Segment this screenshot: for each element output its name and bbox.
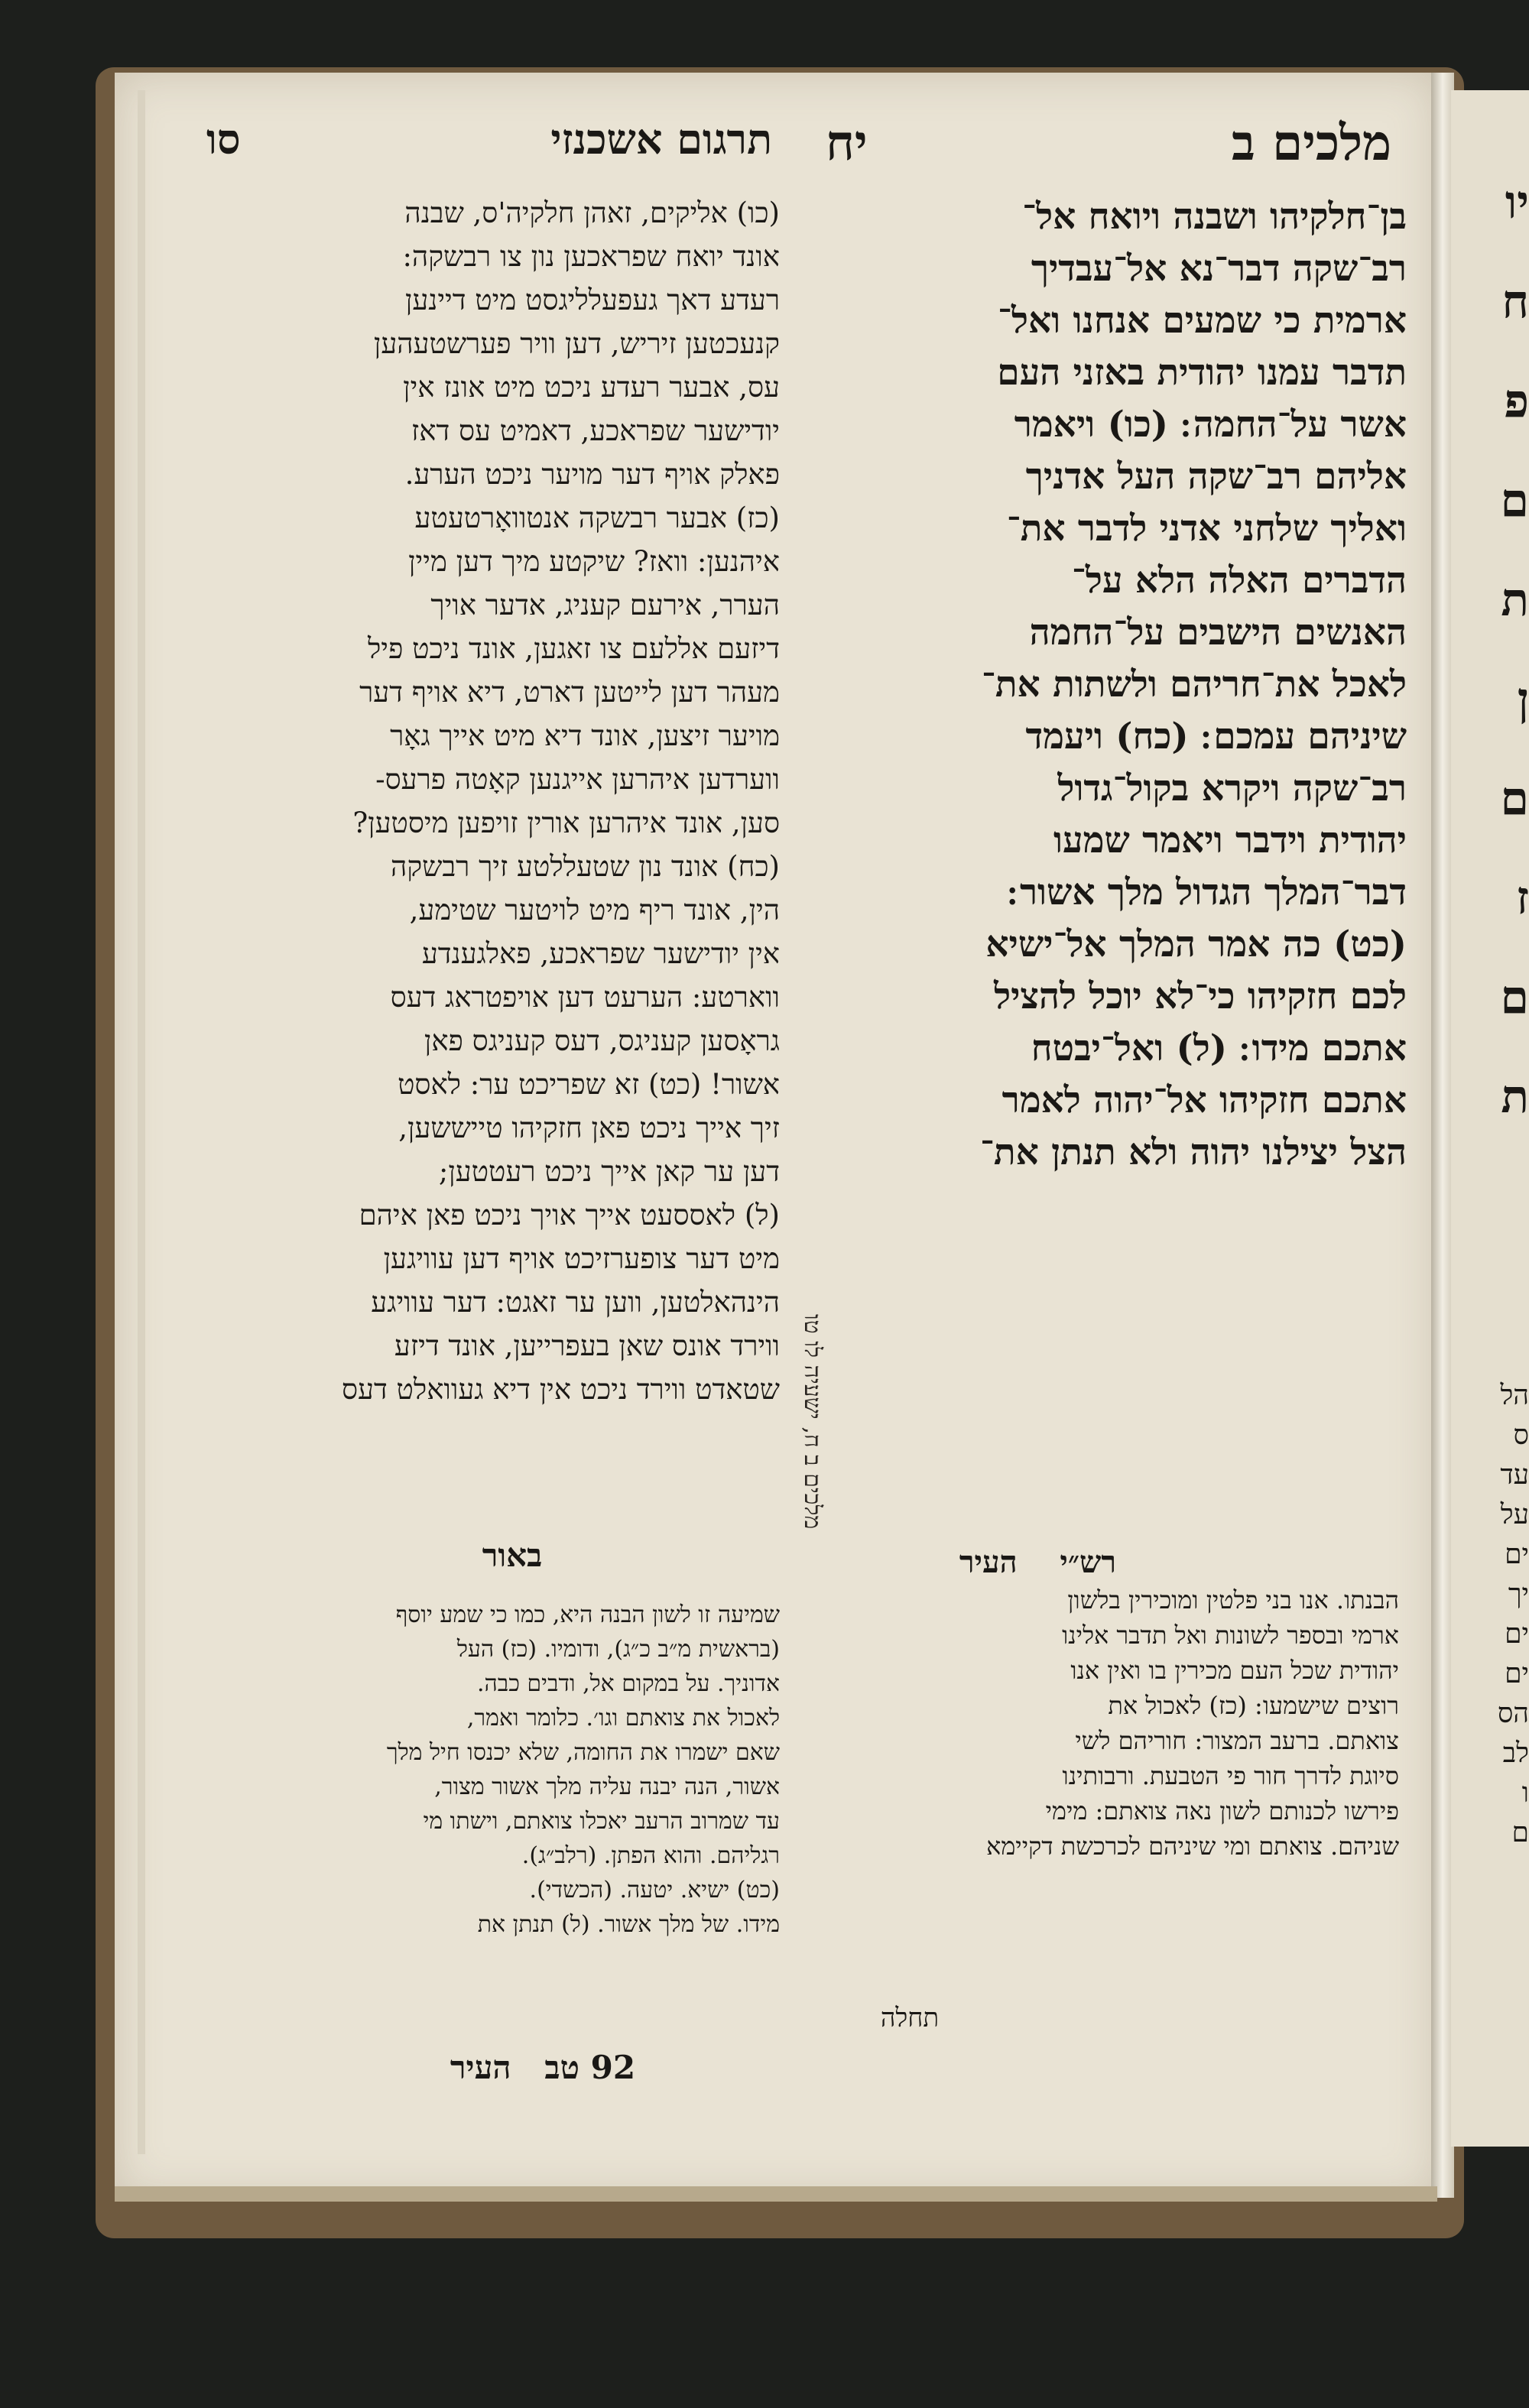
yiddish-text-line: אין יודישער שפראכע, פאלגענדע <box>421 937 780 970</box>
page-edge <box>138 90 145 2154</box>
bible-verse-line: (כט) כה אמר המלך אל־ישיא <box>985 923 1407 965</box>
bible-verse-line: בן־חלקיהו ושבנה ויואח אל־ <box>1022 196 1407 238</box>
facing-page-line: ם <box>1500 474 1529 527</box>
header-chapter: יח <box>826 115 868 172</box>
rashi-label-2: העיר <box>959 1544 1018 1580</box>
yiddish-text-line: הינהאלטען, ווען ער זאגט: דער עוויגע <box>371 1286 780 1319</box>
yiddish-translation-column <box>199 191 780 1411</box>
footer-catchword: העיר <box>450 2049 511 2086</box>
bible-verse-line: ואליך שלחני אדני לדבר את־ <box>1006 508 1407 550</box>
biur-commentary-column <box>199 1598 780 1942</box>
header-title-targum: תרגום אשכנזי <box>550 115 772 164</box>
facing-page-commentary-line: ם <box>1511 1817 1529 1848</box>
biur-text-line: שמיעה זו לשון הבנה היא, כמו כי שמע יוסף <box>395 1602 780 1628</box>
bible-verse-line: אתכם מידו ׃ (ל) ואל־יבטח <box>1031 1027 1407 1069</box>
yiddish-text-line: יודישער שפראכע, דאמיט עס דאז <box>411 414 780 447</box>
biur-text-line: עד שמרוב הרעב יאכלו צואתם, וישתו מי <box>423 1808 780 1835</box>
bible-verse-line: תדבר עמנו יהודית באזני העם <box>997 352 1407 394</box>
biur-text-line: לאכול את צואתם וגו׳. כלומר ואמר, <box>466 1705 780 1731</box>
facing-page-commentary-line: על <box>1500 1499 1529 1530</box>
facing-page-commentary-line: ס <box>1513 1420 1529 1451</box>
yiddish-text-line: מעהר דען לייטען דארט, דיא אויף דער <box>359 676 780 709</box>
yiddish-text-line: (כח) אונד נון שטעללטע זיך רבשקה <box>391 850 780 883</box>
facing-page-line: ם <box>1500 971 1529 1024</box>
bible-verse-line: לכם חזקיהו כי־לא יוכל להציל <box>994 975 1407 1017</box>
yiddish-text-line: אונד יואח שפראכען נון צו רבשקה: <box>402 240 780 273</box>
yiddish-text-line: זיך אייך ניכט פאן חזקיהו טייששען, <box>398 1112 780 1144</box>
biur-text-line: (כט) ישיא. יטעה. (הכשדי). <box>529 1877 780 1903</box>
yiddish-text-line: אשור! (כט) זא שפריכט ער: לאסט <box>398 1068 780 1101</box>
yiddish-text-line: גראָסען קעניגס, דעס קעניגס פאן <box>424 1024 780 1057</box>
rashi-commentary-column <box>803 1582 1399 1864</box>
bible-verse-line: אליהם רב־שקה העל אדניך <box>1025 456 1407 498</box>
biur-text-line: אדוניך. על במקום אל, ודבים כבה. <box>476 1670 780 1697</box>
bible-verse-line: הדברים האלה הלא על־ <box>1071 560 1407 602</box>
yiddish-text-line: הין, אונד ריף מיט לויטער שטימע, <box>409 894 780 927</box>
facing-page-commentary-line: הס <box>1497 1698 1529 1729</box>
facing-page-line: יו <box>1505 176 1529 229</box>
facing-page-text <box>1453 153 1529 1147</box>
facing-page-commentary-line: ים <box>1505 1658 1529 1689</box>
rashi-text-line: רוצים שישמעו: (כז) לאכול את <box>1108 1691 1399 1720</box>
rashi-text-line: שניהם. צואתם ומי שיניהם לכרכשת דקיימא <box>986 1832 1399 1861</box>
bible-verse-line: אתכם חזקיהו אל־יהוה לאמר <box>1001 1079 1407 1121</box>
bible-verse-line: יהודית וידבר ויאמר שמעו <box>1053 819 1407 862</box>
yiddish-text-line: פאלק אויף דער מויער ניכט הערע. <box>404 458 780 491</box>
biur-text-line: מידו. של מלך אשור. (ל) תנתן את <box>477 1911 780 1938</box>
facing-page-commentary-line: לב <box>1502 1738 1529 1769</box>
facing-page-line: פ <box>1504 375 1529 428</box>
facing-page-line: ז <box>1516 871 1529 925</box>
header-page-number: סו <box>206 115 241 164</box>
facing-page-commentary <box>1453 1376 1529 1853</box>
bible-verse-line: לאכל את־חריהם ולשתות את־ <box>981 664 1407 706</box>
rashi-text-line: יהודית שכל העם מכירין בו ואין אנו <box>1070 1656 1399 1685</box>
running-header-left <box>206 115 772 183</box>
bible-verse-line: שיניהם עמכם ׃ (כח) ויעמד <box>1025 716 1407 758</box>
rashi-text-line: ארמי ובספר לשונות ואל תדבר אלינו <box>1062 1621 1399 1650</box>
yiddish-text-line: דען ער קאן אייך ניכט רעטטען; <box>438 1155 780 1188</box>
facing-page-line: ם <box>1500 772 1529 826</box>
page-bottom-edge <box>115 2186 1437 2202</box>
yiddish-text-line: הערר, אירעם קעניג, אדער אויך <box>430 589 780 621</box>
margin-cross-reference: מלכים ב ח, ישעיה לו טו <box>799 1313 826 1529</box>
yiddish-text-line: מויער זיצען, אונד דיא מיט אייך גאָר <box>390 719 780 752</box>
yiddish-text-line: ווירד אונס שאן בעפרייען, אונד דיזע <box>394 1329 780 1362</box>
yiddish-text-line: ווערדען איהרען אייגנען קאָטה פרעס- <box>375 763 780 796</box>
rashi-text-line: הבנתו. אנו בני פלטין ומוכירין בלשון <box>1067 1585 1399 1615</box>
header-book-title: מלכים ב <box>1232 115 1391 172</box>
facing-page-commentary-line: ים <box>1505 1618 1529 1650</box>
yiddish-text-line: ווארטע: הערעט דען אויפטראג דעס <box>390 981 780 1014</box>
facing-page-line: ן <box>1517 673 1529 726</box>
facing-page-commentary-line: הל <box>1500 1380 1529 1411</box>
bible-verse-line: ארמית כי שמעים אנחנו ואל־ <box>997 300 1407 342</box>
rashi-section-label <box>826 1544 1116 1580</box>
bible-verse-line: אשר על־החמה ׃ (כו) ויאמר <box>1014 404 1407 446</box>
yiddish-text-line: שטאדט ווירד ניכט אין דיא געוואלט דעס <box>342 1373 780 1406</box>
yiddish-text-line: עס, אבער רעדע ניכט מיט אונז אין <box>403 371 780 404</box>
facing-page-commentary-line: ו <box>1521 1777 1529 1809</box>
facing-page-line: ת <box>1501 1070 1529 1124</box>
bible-verse-line: רב־שקה דבר־נא אל־עבדיך <box>1031 248 1407 290</box>
rashi-label: רש״י <box>1060 1544 1116 1580</box>
page-footer-signature <box>398 2049 688 2087</box>
facing-page-commentary-line: ים <box>1505 1539 1529 1570</box>
yiddish-text-line: רעדע דאך געפעלליגסט מיט דיינען <box>404 284 780 316</box>
yiddish-text-line: איהנען: וואז? שיקטע מיך דען מיין <box>408 545 780 578</box>
biur-text-line: אשור, הנה יבנה עליה מלך אשור מצור, <box>434 1774 780 1800</box>
catchword: תחלה <box>880 2003 940 2033</box>
yiddish-text-line: דיזעם אללעם צו זאגען, אונד ניכט פיל <box>367 632 780 665</box>
facing-page-commentary-line: עד <box>1500 1459 1529 1491</box>
yiddish-text-line: סען, אונד איהרען אורין זויפען מיסטען? <box>352 806 780 839</box>
facing-page-line: ת <box>1501 573 1529 627</box>
bible-verse-line: דבר־המלך הגדול מלך אשור ׃ <box>1007 871 1407 914</box>
footer-signature: 92 טב <box>544 2049 636 2086</box>
rashi-text-line: פירשו לכנותם לשון נאה צואתם: מימי <box>1045 1796 1399 1825</box>
biur-section-label: באור <box>482 1537 543 1574</box>
rashi-text-line: צואתם. ברעב המצור: חוריהם לשי <box>1075 1726 1399 1755</box>
yiddish-text-line: (כו) אליקים, זאהן חלקיה'ס, שבנה <box>404 196 780 229</box>
bible-verse-line: האנשים הישבים על־החמה <box>1029 612 1407 654</box>
yiddish-text-line: (כז) אבער רבשקה אנטוואָרטעטע <box>414 501 780 534</box>
biur-text-line: רגליהם. והוא הפתן. (רלב״ג). <box>521 1842 780 1869</box>
biur-text-line: (בראשית מ״ב כ״ג), ודומיו. (כז) העל <box>456 1636 780 1663</box>
biur-text-line: שאם ישמרו את החומה, שלא יכנסו חיל מלך <box>386 1739 780 1766</box>
facing-page-line: ח <box>1501 275 1529 329</box>
bible-text-column <box>810 191 1407 1179</box>
running-header-right <box>826 115 1391 183</box>
yiddish-text-line: (ל) לאססעט אייך אויך ניכט פאן איהם <box>359 1199 780 1232</box>
facing-page-commentary-line: יך <box>1508 1579 1529 1610</box>
bible-verse-line: רב־שקה ויקרא בקול־גדול <box>1057 768 1407 810</box>
yiddish-text-line: מיט דער צופערזיכט אויף דען עוויגען <box>383 1242 780 1275</box>
bible-verse-line: הצל יצילנו יהוה ולא תנתן את־ <box>979 1131 1407 1173</box>
rashi-text-line: סיוגת לדרך חור פי הטבעת. ורבותינו <box>1062 1761 1399 1790</box>
yiddish-text-line: קנעכטען זיריש, דען וויר פערשטעהען <box>373 327 780 360</box>
